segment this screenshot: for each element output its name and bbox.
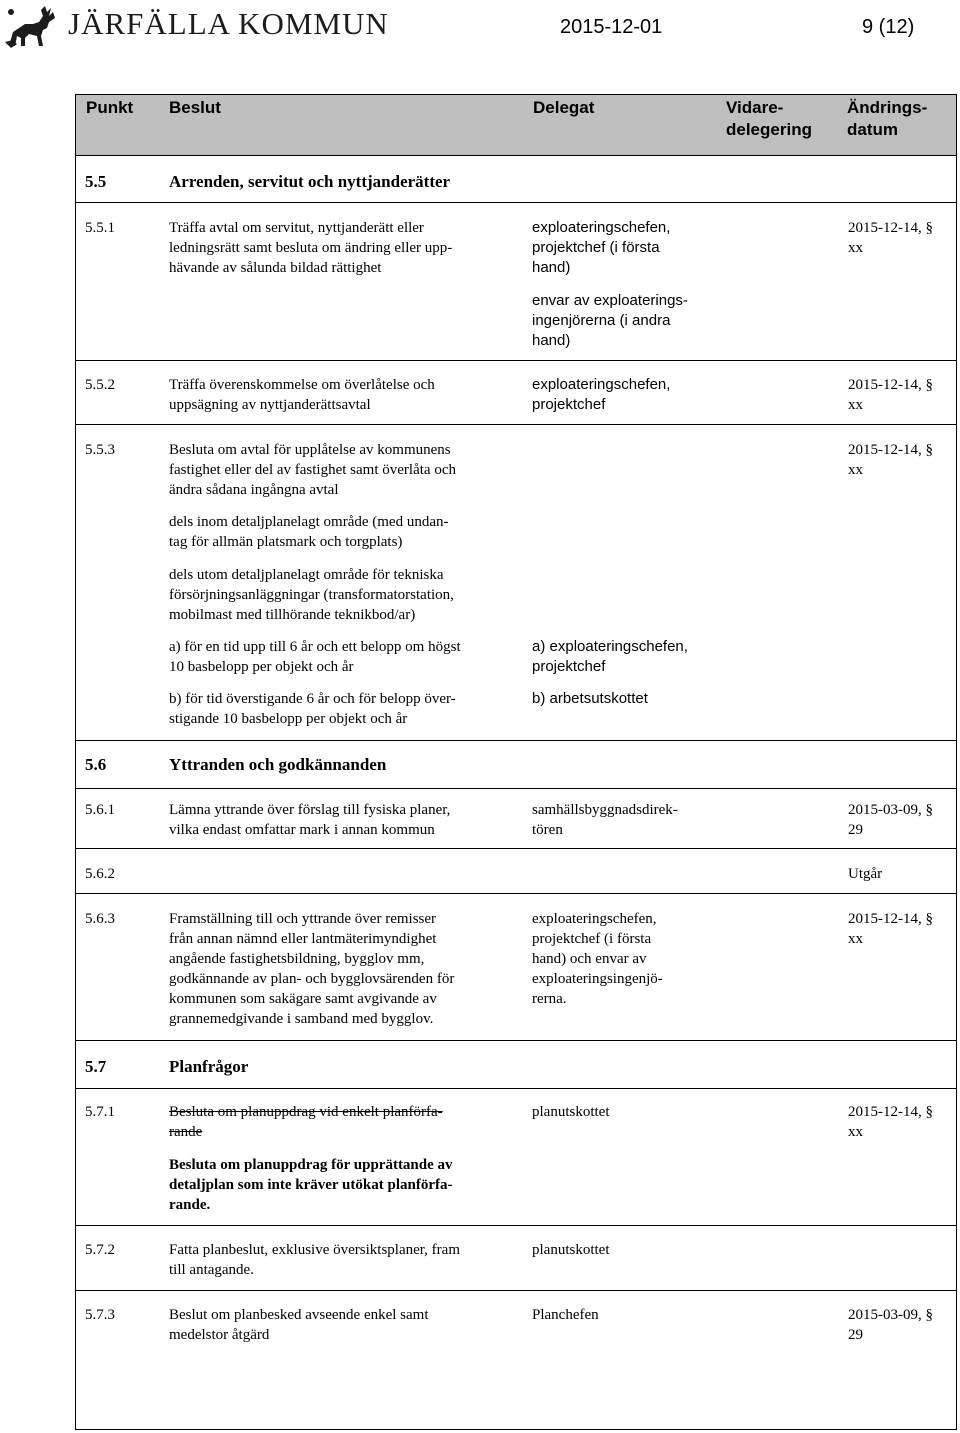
delegat-text: ingenjörerna (i andra: [532, 312, 671, 329]
beslut-text: till antagande.: [169, 1262, 254, 1278]
row-divider: [75, 740, 957, 741]
delegat-text: envar av exploaterings-: [532, 292, 688, 309]
struck-beslut-text: Besluta om planuppdrag vid enkelt planförfa-: [169, 1104, 443, 1120]
row-divider: [75, 848, 957, 849]
datum-text: xx: [848, 931, 863, 947]
datum-text: 2015-12-14, §: [848, 220, 933, 236]
reindeer-crest-icon: [3, 2, 61, 50]
datum-text: 29: [848, 822, 863, 838]
datum-text: xx: [848, 462, 863, 478]
document-date: 2015-12-01: [560, 16, 663, 38]
beslut-text: b) för tid överstigande 6 år och för belopp över-: [169, 691, 456, 707]
beslut-text: Träffa överenskommelse om överlåtelse och: [169, 377, 435, 393]
beslut-text: Beslut om planbesked avseende enkel samt: [169, 1307, 429, 1323]
beslut-text: godkännande av plan- och bygglovsärenden för: [169, 971, 455, 987]
beslut-text: Lämna yttrande över förslag till fysiska planer,: [169, 802, 451, 818]
beslut-text: hävande av sålunda bildad rättighet: [169, 260, 382, 276]
datum-text: Utgår: [848, 866, 883, 882]
beslut-text: uppsägning av nyttjanderättsavtal: [169, 397, 371, 413]
beslut-text: stigande 10 basbelopp per objekt och år: [169, 711, 408, 727]
delegat-text: hand) och envar av: [532, 951, 647, 967]
col-delegat: Delegat: [533, 98, 595, 117]
delegat-text: b) arbetsutskottet: [532, 690, 648, 707]
section-number: 5.7: [85, 1057, 107, 1076]
section-title: Yttranden och godkännanden: [169, 755, 387, 774]
delegat-text: exploateringschefen,: [532, 219, 671, 236]
row-divider: [75, 1225, 957, 1226]
org-name: JÄRFÄLLA KOMMUN: [68, 6, 389, 41]
row-number: 5.5.3: [85, 442, 115, 458]
bold-beslut-text: detaljplan som inte kräver utökat planförfa-: [169, 1177, 453, 1193]
row-divider: [75, 893, 957, 894]
beslut-text: ledningsrätt samt besluta om ändring eller upp-: [169, 240, 453, 256]
beslut-text: a) för en tid upp till 6 år och ett belopp om högst: [169, 639, 461, 655]
col-punkt: Punkt: [86, 98, 134, 117]
delegat-text: rerna.: [532, 991, 567, 1007]
row-number: 5.7.1: [85, 1104, 115, 1120]
col-beslut: Beslut: [169, 98, 221, 117]
datum-text: 2015-12-14, §: [848, 377, 933, 393]
datum-text: 2015-03-09, §: [848, 802, 933, 818]
delegat-text: projektchef (i första: [532, 931, 652, 947]
page-number: 9 (12): [862, 16, 915, 38]
beslut-text: fastighet eller del av fastighet samt överlåta och: [169, 462, 456, 478]
delegat-text: planutskottet: [532, 1104, 610, 1120]
section-title: Arrenden, servitut och nyttjanderätter: [169, 172, 451, 191]
beslut-text: medelstor åtgärd: [169, 1327, 270, 1343]
section-number: 5.5: [85, 172, 107, 191]
section-number: 5.6: [85, 755, 107, 774]
delegat-text: tören: [532, 822, 563, 838]
datum-text: xx: [848, 240, 863, 256]
col-andrings-1: Ändrings-: [847, 98, 928, 117]
row-number: 5.6.2: [85, 866, 115, 882]
struck-beslut-text: rande: [169, 1124, 203, 1140]
delegat-text: samhällsbyggnadsdirek-: [532, 802, 678, 818]
table-header-row: [75, 94, 957, 156]
row-divider: [75, 424, 957, 425]
beslut-text: från annan nämnd eller lantmäterimyndighet: [169, 931, 437, 947]
col-vidare-2: delegering: [726, 120, 812, 139]
beslut-text: Fatta planbeslut, exklusive översiktsplaner, fram: [169, 1242, 460, 1258]
bold-beslut-text: Besluta om planuppdrag för upprättande av: [169, 1157, 453, 1173]
delegat-text: exploateringschefen,: [532, 376, 671, 393]
datum-text: 2015-03-09, §: [848, 1307, 933, 1323]
beslut-text: vilka endast omfattar mark i annan kommun: [169, 822, 435, 838]
row-divider: [75, 360, 957, 361]
beslut-text: ändra sådana ingångna avtal: [169, 482, 339, 498]
row-divider: [75, 1088, 957, 1089]
beslut-text: Besluta om avtal för upplåtelse av kommunens: [169, 442, 451, 458]
beslut-text: Träffa avtal om servitut, nyttjanderätt eller: [169, 220, 424, 236]
delegat-text: exploateringsingenjö-: [532, 971, 663, 987]
beslut-text: grannemedgivande i samband med bygglov.: [169, 1011, 434, 1027]
delegat-text: projektchef: [532, 658, 606, 675]
row-number: 5.5.1: [85, 220, 115, 236]
beslut-text: kommunen som sakägare samt avgivande av: [169, 991, 437, 1007]
row-divider: [75, 1040, 957, 1041]
beslut-text: dels utom detaljplanelagt område för tekniska: [169, 567, 444, 583]
col-vidare-1: Vidare-: [726, 98, 784, 117]
col-andrings-2: datum: [847, 120, 898, 139]
row-number: 5.7.3: [85, 1307, 115, 1323]
datum-text: 2015-12-14, §: [848, 1104, 933, 1120]
beslut-text: tag för allmän platsmark och torgplats): [169, 534, 403, 550]
datum-text: 29: [848, 1327, 863, 1343]
delegat-text: hand): [532, 332, 571, 349]
datum-text: xx: [848, 397, 863, 413]
beslut-text: försörjningsanläggningar (transformatorstation,: [169, 587, 454, 603]
beslut-text: angående fastighetsbildning, bygglov mm,: [169, 951, 425, 967]
page-header: [0, 0, 960, 58]
datum-text: xx: [848, 1124, 863, 1140]
row-number: 5.7.2: [85, 1242, 115, 1258]
beslut-text: 10 basbelopp per objekt och år: [169, 659, 354, 675]
row-divider: [75, 202, 957, 203]
delegat-text: Planchefen: [532, 1307, 599, 1323]
section-title: Planfrågor: [169, 1057, 249, 1076]
delegat-text: a) exploateringschefen,: [532, 638, 688, 655]
row-divider: [75, 788, 957, 789]
beslut-text: mobilmast med tillhörande teknikbod/ar): [169, 607, 416, 623]
datum-text: 2015-12-14, §: [848, 442, 933, 458]
beslut-text: dels inom detaljplanelagt område (med undan-: [169, 514, 449, 530]
delegat-text: projektchef (i första: [532, 239, 660, 256]
row-number: 5.6.1: [85, 802, 115, 818]
delegat-text: planutskottet: [532, 1242, 610, 1258]
beslut-text: Framställning till och yttrande över remisser: [169, 911, 437, 927]
bold-beslut-text: rande.: [169, 1197, 211, 1213]
row-number: 5.6.3: [85, 911, 115, 927]
datum-text: 2015-12-14, §: [848, 911, 933, 927]
row-divider: [75, 1290, 957, 1291]
delegat-text: exploateringschefen,: [532, 911, 657, 927]
row-number: 5.5.2: [85, 377, 115, 393]
delegat-text: hand): [532, 259, 571, 276]
delegat-text: projektchef: [532, 396, 606, 413]
